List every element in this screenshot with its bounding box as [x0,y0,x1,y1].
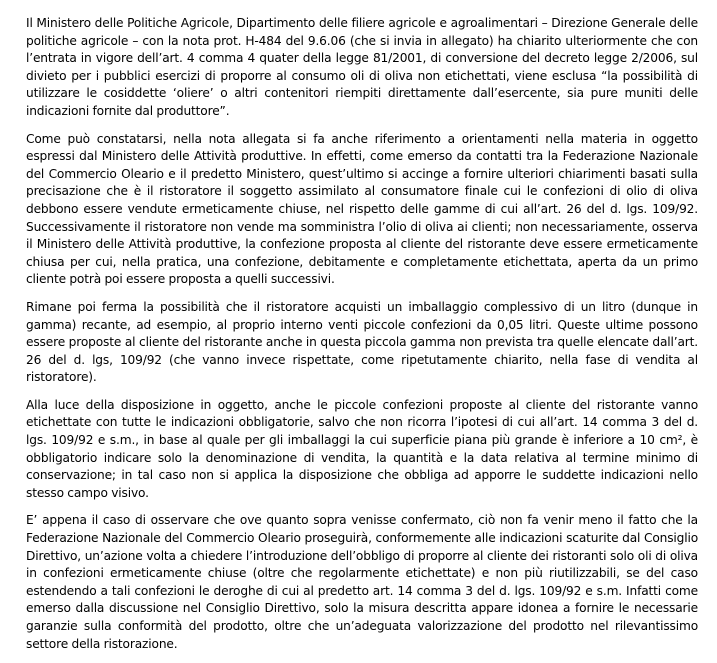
paragraph-labelling-requirements: Alla luce della disposizione in oggetto, anche le piccole confezioni proposte al cliente del ristorante vanno etichettate con tutte le indicazioni obbligatorie, salvo che non ricorra l’ipotesi di cui all’art. 14 comma 3 del d. lgs. 109/92 e s.m., in base al quale per gli imballaggi la cui superficie piana più grande è inferiore a 10 cm², è obbligatorio indicare solo la denominazione di vendita, la quantità e la data relativa al termine minimo di conservazione; in tal caso non si applica la disposizione che obbliga ad apporre le suddette indicazioni nello stesso campo visivo. [26,397,698,500]
paragraph-ministry-note: Il Ministero delle Politiche Agricole, Dipartimento delle filiere agricole e agroalimentari – Direzione Generale delle politiche agricole – con la nota prot. H-484 del 9.6.06 (che si invia in allegato) ha chiarito ulteriormente che con l’entrata in vigore dell’art. 4 comma 4 quater della legge 81/2001, di conversione del decreto legge 2/2006, sul divieto per i pubblici esercizi di proporre al consumo oli di oliva non etichettati, viene esclusa “la possibilità di utilizzare le cosiddette ‘oliere’ o altri contenitori riempiti direttamente dall’esercente, sia pure muniti delle indicazioni fornite dal produttore”. [26,16,698,118]
paragraph-productive-activities: Come può constatarsi, nella nota allegata si fa anche riferimento a orientamenti nella materia in oggetto espressi dal Ministero delle Attività produttive. In effetti, come emerso da contatti tra la Federazione Nazionale del Commercio Oleario e il predetto Ministero, quest’ultimo si accinge a fornire ulteriori chiarimenti basati sulla precisazione che è il ristoratore il soggetto assimilato al consumatore finale cui le confezioni di olio di oliva debbono essere vendute ermeticamente chiuse, nel rispetto delle gamme di cui all’art. 26 del d. lgs. 109/92. Successivamente il ristoratore non vende ma somministra l’olio di oliva ai clienti; non necessariamente, osserva il Ministero delle Attività produttive, la confezione proposta al cliente del ristorante deve essere ermeticamente chiusa per cui, nella pratica, una confezione, debitamente e completamente etichettata, aperta da un primo cliente potrà poi essere proposta a quelli successivi. [26,131,698,287]
paragraph-packaging-range: Rimane poi ferma la possibilità che il ristoratore acquisti un imballaggio complessivo di un litro (dunque in gamma) recante, ad esempio, al proprio interno venti piccole confezioni da 0,05 litri. Queste ultime possono essere proposte al cliente del ristorante anche in questa piccola gamma non prevista tra quelle elencate dall’art. 26 del d. lgs, 109/92 (che vanno invece rispettate, come ripetutamente chiarito, nella fase di vendita al ristoratore). [26,299,698,385]
paragraph-federation-action: E’ appena il caso di osservare che ove quanto sopra venisse confermato, ciò non fa venir meno il fatto che la Federazione Nazionale del Commercio Oleario proseguirà, conformemente alle indicazioni scaturite dal Consiglio Direttivo, un’azione volta a chiedere l’introduzione dell’obbligo di proporre al cliente dei ristoranti solo oli di oliva in confezioni ermeticamente chiuse (oltre che regolarmente etichettate) e non più riutilizzabili, se del caso estendendo a tali confezioni le deroghe di cui al predetto art. 14 comma 3 del d. lgs. 109/92 e s.m. Infatti come emerso dalla discussione nel Consiglio Direttivo, solo la misura descritta appare idonea a fornire le necessarie garanzie sulla conformità del prodotto, oltre che un’adeguata valorizzazione del prodotto nel rilevantissimo settore della ristorazione. [26,513,698,651]
document-body [26,15,698,663]
